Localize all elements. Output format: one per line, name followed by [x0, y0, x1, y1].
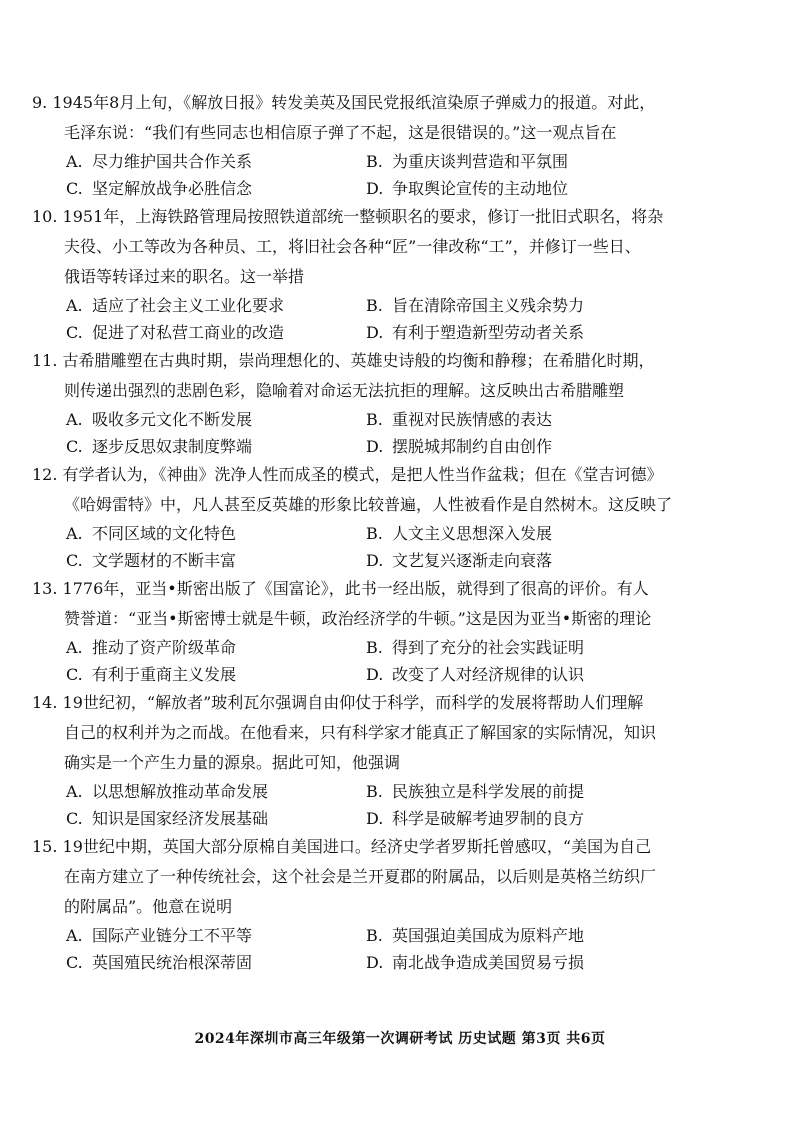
- option-letter: D.: [366, 953, 384, 972]
- option-letter: B.: [366, 296, 383, 315]
- option-b: [366, 778, 666, 805]
- option-c: [66, 433, 366, 460]
- option-b: [366, 292, 666, 319]
- option-b: [366, 634, 666, 661]
- option-list: [0, 778, 800, 832]
- question-stem-line: [0, 604, 800, 634]
- option-letter: C.: [66, 179, 83, 198]
- option-a: [66, 148, 366, 175]
- option-b: [366, 520, 666, 547]
- page-footer: 2024年深圳市高三年级第一次调研考试 历史试题 第3页 共6页: [194, 1031, 606, 1047]
- question-stem-text: 自己的权利并为之而战。在他看来，只有科学家才能真正了解国家的实际情况，知识: [64, 723, 657, 742]
- question-stem-text: 19世纪初，“解放者”玻利瓦尔强调自由仰仗于科学，而科学的发展将帮助人们理解: [62, 693, 644, 712]
- option-letter: D.: [366, 809, 384, 828]
- option-text: 科学是破解考迪罗制的良方: [392, 809, 585, 828]
- question-stem-first-line: [0, 832, 800, 862]
- option-letter: D.: [366, 551, 384, 570]
- question-stem-text: 的附属品”。他意在说明: [64, 897, 233, 916]
- question-stem-line: [0, 262, 800, 292]
- question-stem-first-line: [0, 688, 800, 718]
- question-number: 11.: [32, 351, 58, 370]
- question-stem-line: [0, 118, 800, 148]
- question-stem-line: [0, 748, 800, 778]
- option-text: 知识是国家经济发展基础: [92, 809, 269, 828]
- option-letter: A.: [66, 296, 83, 315]
- option-text: 南北战争造成美国贸易亏损: [392, 953, 585, 972]
- option-letter: A.: [66, 152, 83, 171]
- question-number: 13.: [32, 579, 58, 598]
- option-text: 国际产业链分工不平等: [92, 926, 253, 945]
- option-text: 重视对民族情感的表达: [392, 410, 553, 429]
- question-stem-text: 古希腊雕塑在古典时期，崇尚理想化的、英雄史诗般的均衡和静穆；在希腊化时期，: [62, 351, 655, 370]
- option-letter: D.: [366, 665, 384, 684]
- option-text: 为重庆谈判营造和平氛围: [392, 152, 569, 171]
- option-letter: C.: [66, 323, 83, 342]
- question-number: 9.: [32, 93, 48, 112]
- option-text: 推动了资产阶级革命: [92, 638, 237, 657]
- option-letter: A.: [66, 926, 83, 945]
- question-stem-text: 在南方建立了一种传统社会，这个社会是兰开夏郡的附属品，以后则是英格兰纺织厂: [64, 867, 657, 886]
- question: [0, 346, 800, 460]
- option-list: [0, 148, 800, 202]
- option-text: 坚定解放战争必胜信念: [92, 179, 253, 198]
- option-text: 逐步反思奴隶制度弊端: [92, 437, 253, 456]
- option-a: [66, 520, 366, 547]
- question-stem-text: 19世纪中期，英国大部分原棉自美国进口。经济史学者罗斯托曾感叹，“美国为自己: [62, 837, 652, 856]
- option-d: [366, 547, 666, 574]
- question-number: 12.: [32, 465, 58, 484]
- option-d: [366, 805, 666, 832]
- question-stem-text: 《哈姆雷特》中，凡人甚至反英雄的形象比较普遍，人性被看作是自然树木。这反映了: [64, 495, 673, 514]
- option-list: [0, 922, 800, 976]
- question-stem-line: [0, 862, 800, 892]
- option-letter: B.: [366, 926, 383, 945]
- question-stem-line: [0, 232, 800, 262]
- option-text: 旨在清除帝国主义残余势力: [392, 296, 585, 315]
- option-letter: B.: [366, 410, 383, 429]
- option-a: [66, 406, 366, 433]
- question-stem-text: 1951年，上海铁路管理局按照铁道部统一整顿职名的要求，修订一批旧式职名，将杂: [62, 207, 664, 226]
- option-text: 英国强迫美国成为原料产地: [392, 926, 585, 945]
- option-list: [0, 634, 800, 688]
- option-a: [66, 292, 366, 319]
- option-a: [66, 778, 366, 805]
- question-stem-text: 1776年，亚当•斯密出版了《国富论》，此书一经出版，就得到了很高的评价。有人: [62, 579, 649, 598]
- option-letter: B.: [366, 638, 383, 657]
- question-number: 15.: [32, 837, 58, 856]
- option-c: [66, 949, 366, 976]
- option-list: [0, 520, 800, 574]
- option-text: 文学题材的不断丰富: [92, 551, 237, 570]
- question-stem-line: [0, 718, 800, 748]
- option-a: [66, 634, 366, 661]
- option-text: 促进了对私营工商业的改造: [92, 323, 285, 342]
- option-text: 吸收多元文化不断发展: [92, 410, 253, 429]
- option-letter: B.: [366, 782, 383, 801]
- option-letter: C.: [66, 809, 83, 828]
- option-d: [366, 319, 666, 346]
- option-letter: D.: [366, 323, 384, 342]
- question-stem-text: 确实是一个产生力量的源泉。据此可知，他强调: [64, 753, 401, 772]
- question-stem-line: [0, 376, 800, 406]
- question: [0, 460, 800, 574]
- option-text: 摆脱城邦制约自由创作: [392, 437, 553, 456]
- question-stem-text: 夫役、小工等改为各种员、工，将旧社会各种“匠”一律改称“工”，并修订一些日、: [64, 237, 641, 256]
- option-text: 适应了社会主义工业化要求: [92, 296, 285, 315]
- option-c: [66, 661, 366, 688]
- question-stem-text: 则传递出强烈的悲剧色彩，隐喻着对命运无法抗拒的理解。这反映出古希腊雕塑: [64, 381, 625, 400]
- question-stem-line: [0, 892, 800, 922]
- option-letter: C.: [66, 551, 83, 570]
- option-c: [66, 547, 366, 574]
- option-text: 民族独立是科学发展的前提: [392, 782, 585, 801]
- option-b: [366, 922, 666, 949]
- option-c: [66, 319, 366, 346]
- question-stem-text: 有学者认为，《神曲》洗净人性而成圣的模式，是把人性当作盆栽；但在《堂吉诃德》: [62, 465, 663, 484]
- option-text: 英国殖民统治根深蒂固: [92, 953, 253, 972]
- option-text: 人文主义思想深入发展: [392, 524, 553, 543]
- option-d: [366, 175, 666, 202]
- option-text: 争取舆论宣传的主动地位: [392, 179, 569, 198]
- option-text: 尽力维护国共合作关系: [92, 152, 253, 171]
- option-letter: C.: [66, 665, 83, 684]
- option-text: 文艺复兴逐渐走向衰落: [392, 551, 553, 570]
- option-c: [66, 175, 366, 202]
- question-stem-first-line: [0, 88, 800, 118]
- option-letter: A.: [66, 782, 83, 801]
- option-b: [366, 148, 666, 175]
- option-text: 改变了人对经济规律的认识: [392, 665, 585, 684]
- question-stem-text: 赞誉道：“亚当•斯密博士就是牛顿，政治经济学的牛顿。”这是因为亚当•斯密的理论: [64, 609, 652, 628]
- option-text: 不同区域的文化特色: [92, 524, 237, 543]
- question: [0, 88, 800, 202]
- option-a: [66, 922, 366, 949]
- question: [0, 202, 800, 346]
- option-d: [366, 949, 666, 976]
- question-stem-first-line: [0, 346, 800, 376]
- question-stem-text: 1945年8月上旬，《解放日报》转发美英及国民党报纸渲染原子弹威力的报道。对此，: [52, 93, 656, 112]
- option-text: 有利于塑造新型劳动者关系: [392, 323, 585, 342]
- option-text: 以思想解放推动革命发展: [92, 782, 269, 801]
- question-stem-text: 俄语等转译过来的职名。这一举措: [64, 267, 305, 286]
- option-b: [366, 406, 666, 433]
- option-list: [0, 292, 800, 346]
- question-stem-first-line: [0, 202, 800, 232]
- option-letter: A.: [66, 638, 83, 657]
- option-letter: B.: [366, 152, 383, 171]
- option-letter: C.: [66, 437, 83, 456]
- option-letter: D.: [366, 437, 384, 456]
- question: [0, 574, 800, 688]
- option-letter: D.: [366, 179, 384, 198]
- option-letter: A.: [66, 410, 83, 429]
- option-letter: C.: [66, 953, 83, 972]
- question: [0, 832, 800, 976]
- question-stem-first-line: [0, 460, 800, 490]
- option-letter: A.: [66, 524, 83, 543]
- question-number: 10.: [32, 207, 58, 226]
- question-list: [0, 88, 800, 976]
- question: [0, 688, 800, 832]
- question-stem-first-line: [0, 574, 800, 604]
- question-stem-text: 毛泽东说：“我们有些同志也相信原子弹了不起，这是很错误的。”这一观点旨在: [64, 123, 617, 142]
- option-letter: B.: [366, 524, 383, 543]
- option-list: [0, 406, 800, 460]
- option-c: [66, 805, 366, 832]
- question-number: 14.: [32, 693, 58, 712]
- option-d: [366, 661, 666, 688]
- option-text: 有利于重商主义发展: [92, 665, 237, 684]
- option-d: [366, 433, 666, 460]
- option-text: 得到了充分的社会实践证明: [392, 638, 585, 657]
- question-stem-line: [0, 490, 800, 520]
